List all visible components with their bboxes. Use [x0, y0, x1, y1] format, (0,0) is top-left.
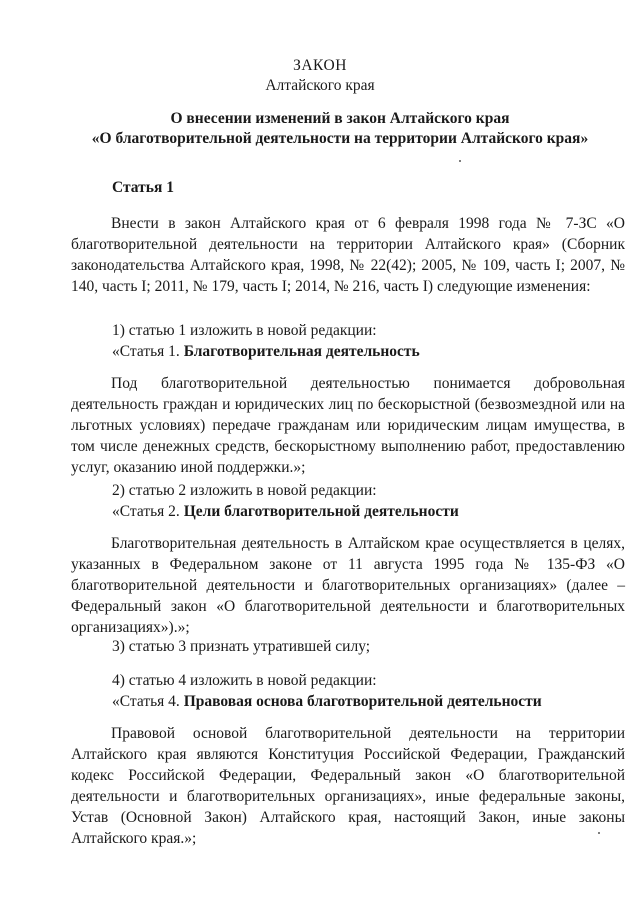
region-subheading: Алтайского края [265, 77, 375, 94]
article-intro-paragraph: Внести в закон Алтайского края от 6 февраля 1998 года № 7-ЗС «О благотворительной деятельности на территории Алтайского края» (Сборник законодательства Алтайского края, 1998, № 22(42); 2005, № 109, часть I; 2007, № 140, часть I; 2011, № 179, часть I; 2014, № 216, часть I) следующие изменения: [71, 215, 625, 295]
document-title-line-2: «О благотворительной деятельности на территории Алтайского края» [91, 130, 589, 147]
document-title-line-1: О внесении изменений в закон Алтайского края [170, 110, 510, 127]
item-3-instruction: 3) статью 3 признать утратившей силу; [112, 638, 371, 655]
item-4-article-prefix: «Статья 4. [112, 693, 180, 710]
item-1-article-prefix: «Статья 1. [112, 343, 180, 360]
item-2-article-heading [112, 501, 459, 522]
item-1-instruction: 1) статью 1 изложить в новой редакции: [112, 322, 377, 339]
scan-speck [459, 160, 461, 162]
item-2-article-title: Цели благотворительной деятельности [183, 503, 459, 520]
item-1-article-title: Благотворительная деятельность [183, 343, 420, 360]
item-4-article-title: Правовая основа благотворительной деятельности [183, 693, 542, 710]
item-1-article-heading [112, 341, 420, 362]
scan-speck [598, 832, 600, 834]
article-heading: Статья 1 [112, 179, 174, 196]
law-heading: ЗАКОН [293, 57, 347, 74]
item-4-article-heading [112, 691, 542, 712]
item-4-article-text: Правовой основой благотворительной деятельности на территории Алтайского края являются Конституция Российской Федерации, Гражданский кодекс Российской Федерации, Федеральный закон «О благотворительной деятельности и благотворительных организациях», иные федеральные законы, Устав (Основной Закон) Алтайского края, настоящий Закон, иные законы Алтайского края.»; [71, 725, 625, 847]
item-4-instruction: 4) статью 4 изложить в новой редакции: [112, 672, 377, 689]
document-title [60, 109, 620, 149]
item-2-article-prefix: «Статья 2. [112, 503, 180, 520]
item-2-article-text: Благотворительная деятельность в Алтайском крае осуществляется в целях, указанных в Федеральном законе от 11 августа 1995 года № 135-ФЗ «О благотворительной деятельности и благотворительных организациях» (далее – Федеральный закон «О благотворительной деятельности и благотворительных организациях»).»; [71, 535, 625, 636]
item-1-article-text: Под благотворительной деятельностью понимается добровольная деятельность граждан и юридических лиц по бескорыстной (безвозмездной или на льготных условиях) передаче гражданам или юридическим лицам имущества, в том числе денежных средств, бескорыстному выполнению работ, предоставлению услуг, оказанию иной поддержки.»; [71, 375, 625, 476]
item-2-instruction: 2) статью 2 изложить в новой редакции: [112, 482, 377, 499]
